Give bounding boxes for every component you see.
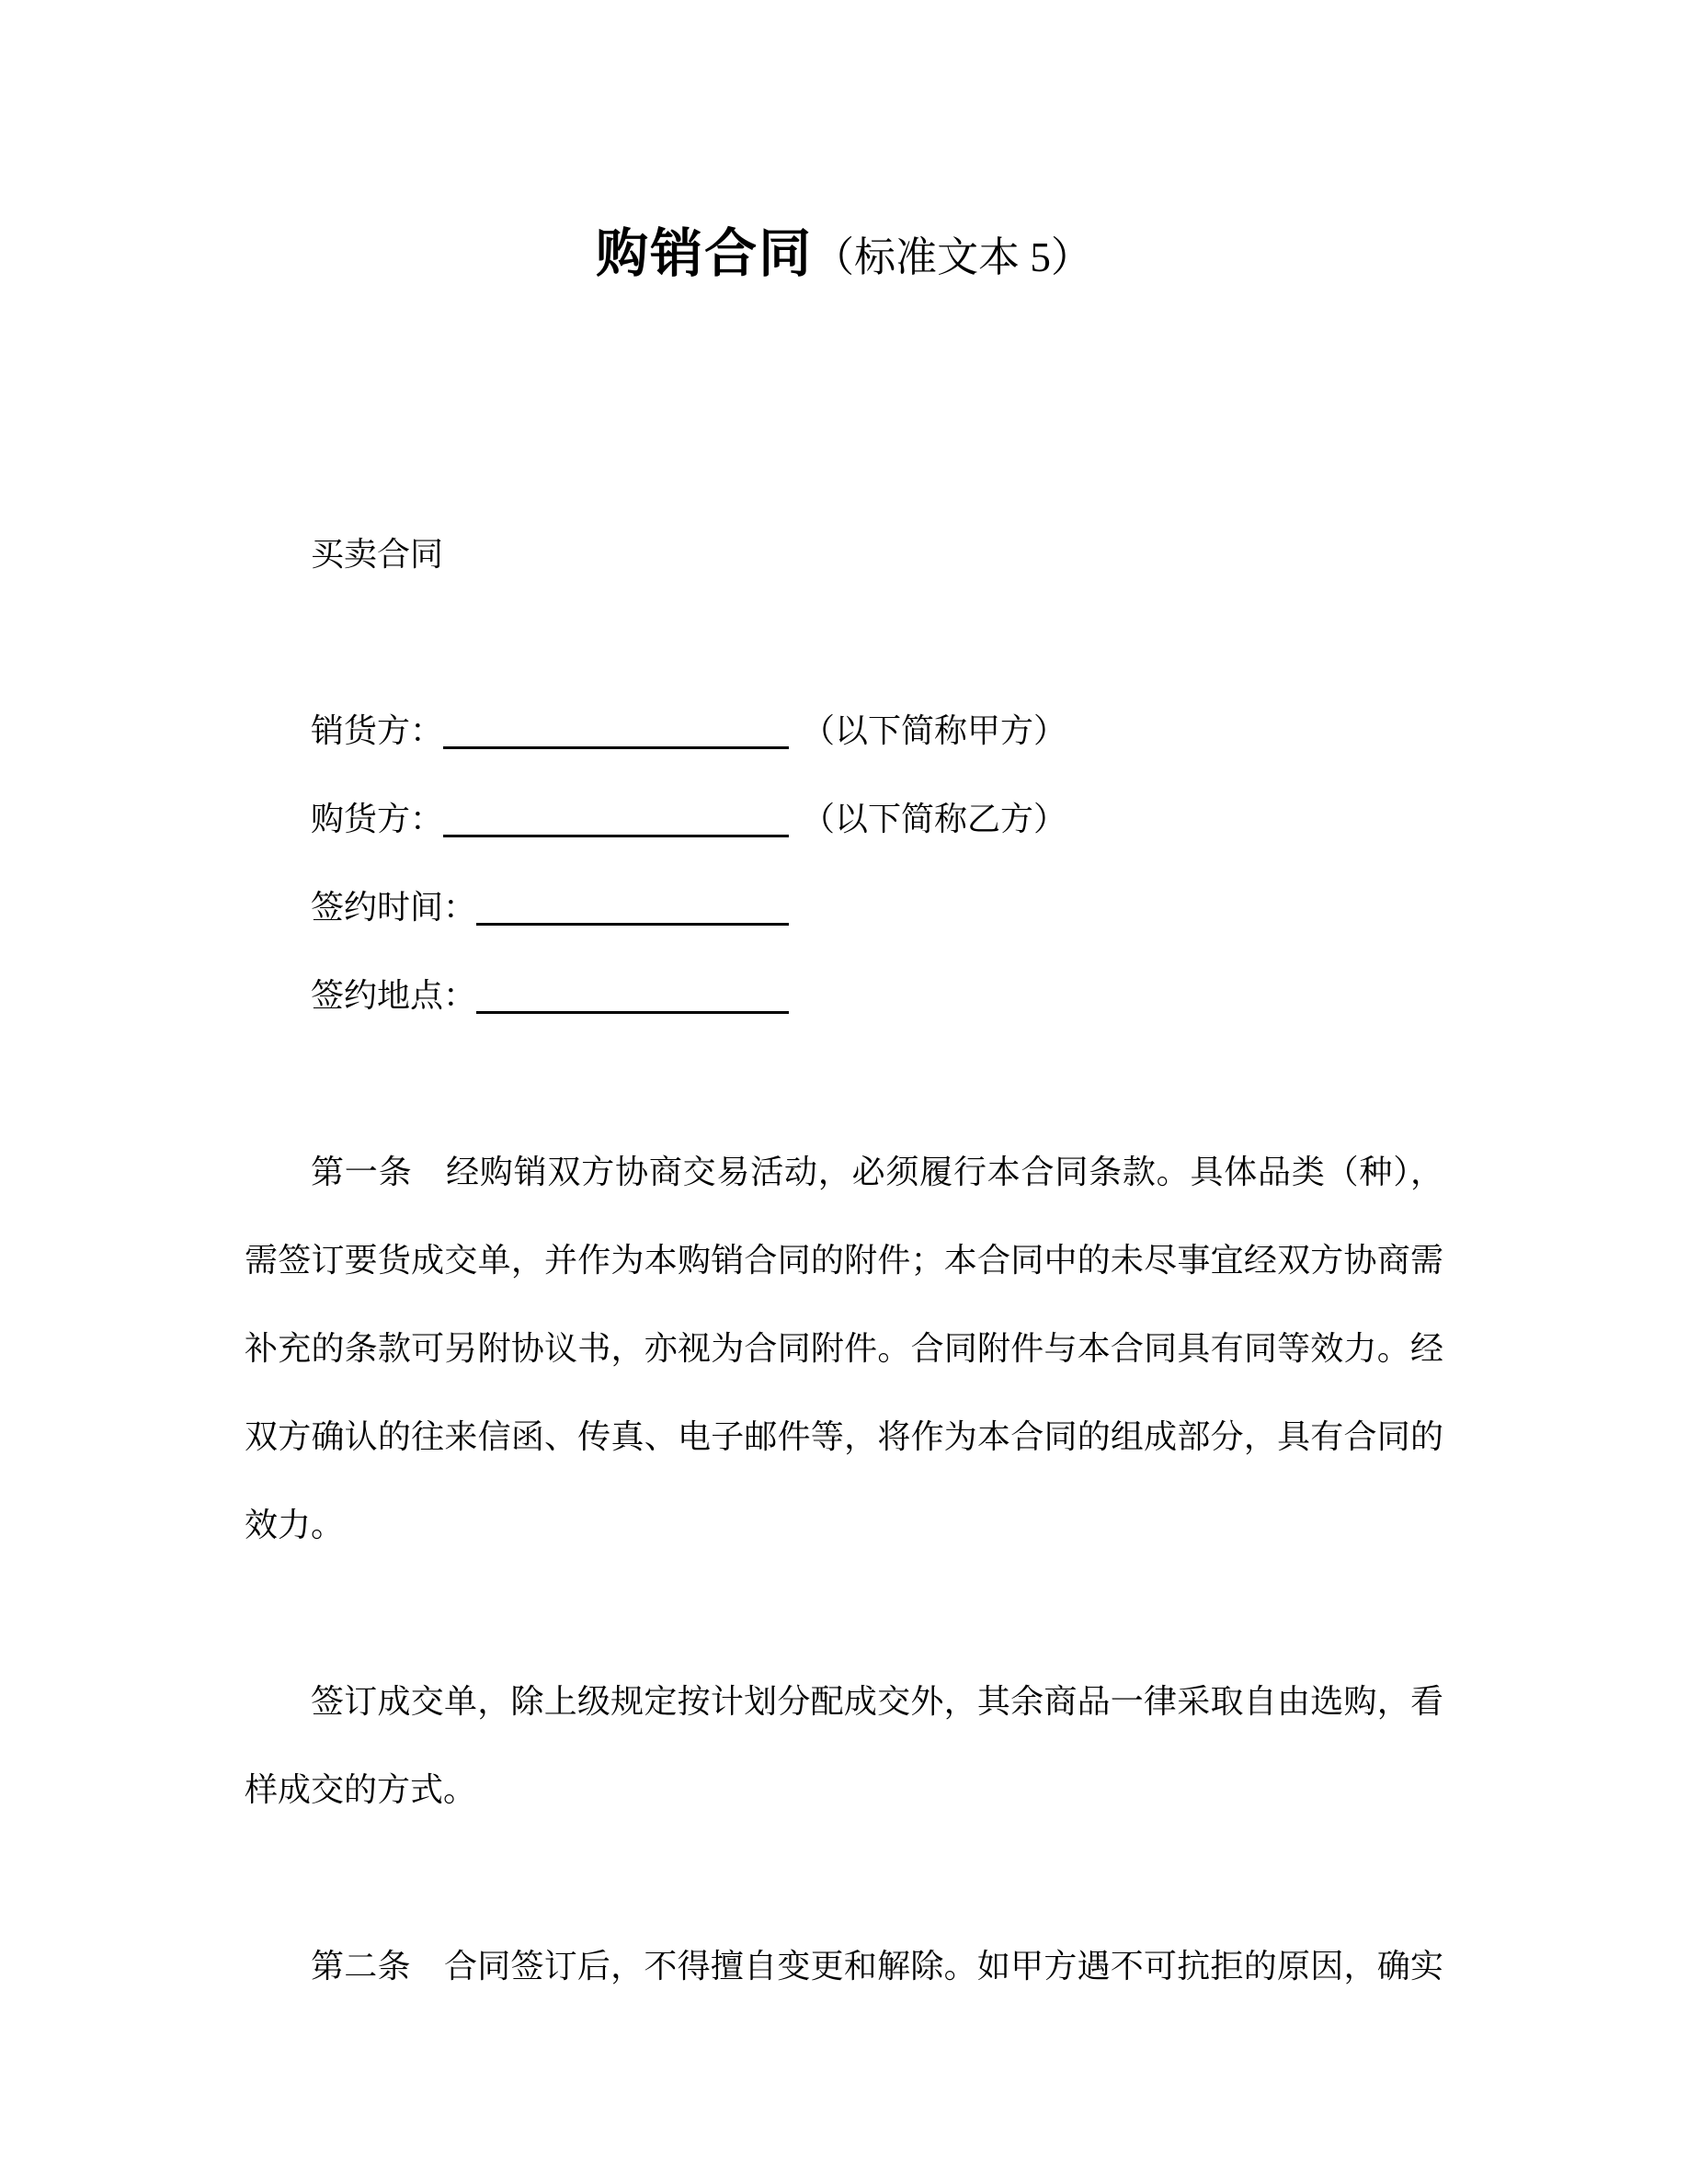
title-main: 购销合同 — [596, 224, 814, 283]
field-label: 购货方： — [311, 801, 444, 837]
body-paragraph — [245, 1922, 1443, 2010]
text-line: 效力。 — [245, 1507, 345, 1543]
field-note: （以下简称乙方） — [802, 801, 1067, 837]
body-paragraph — [245, 1128, 1443, 1569]
contract-field-row — [245, 687, 1443, 775]
contract-field-row — [245, 775, 1443, 863]
field-blank-line — [476, 923, 789, 926]
field-blank-line — [476, 1011, 789, 1014]
text-line: 补充的条款可另附协议书，亦视为合同附件。合同附件与本合同具有同等效力。经 — [245, 1330, 1443, 1367]
contract-field-row — [245, 951, 1443, 1040]
title-suffix: （标准文本 5） — [813, 234, 1092, 280]
field-note: （以下简称甲方） — [802, 712, 1067, 749]
page-title — [245, 206, 1443, 308]
field-blank-line — [443, 835, 789, 837]
field-blank-line — [443, 746, 789, 749]
text-line: 双方确认的往来信函、传真、电子邮件等，将作为本合同的组成部分，具有合同的 — [245, 1418, 1443, 1455]
text-line: 第二条 合同签订后，不得擅自变更和解除。如甲方遇不可抗拒的原因，确实 — [311, 1948, 1443, 1985]
doc-type-label: 买卖合同 — [311, 536, 444, 573]
text-line: 样成交的方式。 — [245, 1771, 477, 1808]
text-line: 签订成交单，除上级规定按计划分配成交外，其余商品一律采取自由选购，看 — [311, 1683, 1443, 1720]
body-paragraph — [245, 1657, 1443, 1834]
text-line: 需签订要货成交单，并作为本购销合同的附件；本合同中的未尽事宜经双方协商需 — [245, 1242, 1443, 1279]
field-label: 签约地点： — [311, 977, 477, 1014]
contract-body — [245, 1128, 1443, 2010]
contract-field-row — [245, 863, 1443, 951]
text-line: 第一条 经购销双方协商交易活动，必须履行本合同条款。具体品类（种）， — [311, 1154, 1443, 1190]
field-label: 签约时间： — [311, 889, 477, 926]
field-label: 销货方： — [311, 712, 444, 749]
contract-fields — [245, 687, 1443, 1040]
